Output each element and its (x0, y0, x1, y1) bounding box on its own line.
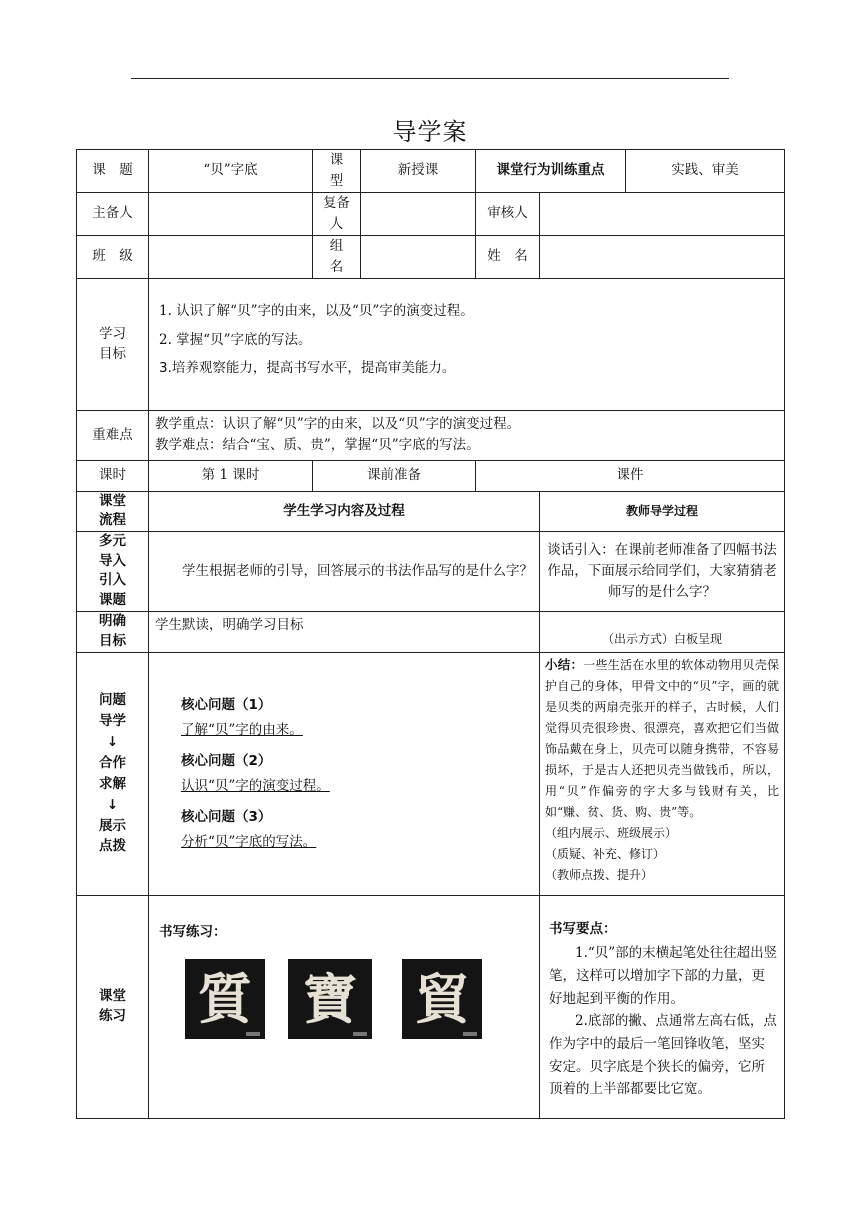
flow-label (77, 491, 149, 531)
seal-mark (246, 1032, 260, 1036)
focus-label: 课堂行为训练重点 (476, 150, 626, 193)
period-value: 第 1 课时 (149, 460, 313, 491)
intro-label (77, 531, 149, 611)
seal-mark (463, 1032, 477, 1036)
core-question-text: 认识“贝”字的演变过程。 (181, 777, 330, 794)
core-question-heading: 核心问题（2） (181, 752, 272, 769)
summary-cell (540, 652, 785, 895)
preparer-value (149, 192, 313, 235)
type-value: 新授课 (361, 150, 476, 193)
difficulty-content (149, 410, 785, 460)
calligraphy-sample-image (402, 959, 482, 1039)
inquiry-label-arrow: ↓ (106, 733, 119, 750)
goal-item: 1. 认识了解“贝”字的由来，以及“贝”字的演变过程。 (159, 302, 474, 319)
difficulty-label: 重难点 (77, 410, 149, 460)
objective-label-line: 目标 (99, 632, 126, 649)
intro-student: 学生根据老师的引导，回答展示的书法作品写的是什么字？ (149, 531, 540, 611)
focus-value: 实践、审美 (626, 150, 785, 193)
flow-label-line: 流程 (99, 512, 126, 529)
calligraphy-sample-image (185, 959, 265, 1039)
writing-point: 2.底部的撇、点通常左高右低，点作为字中的最后一笔回锋收笔，坚实安定。贝字底是个狭长的偏旁，它所顶着的上半部都要比它宽。 (549, 1013, 777, 1098)
core-question-text: 分析“贝”字底的写法。 (181, 833, 317, 850)
prep-label: 课前准备 (313, 460, 476, 491)
name-value (540, 235, 785, 278)
practice-heading: 书写练习： (159, 923, 227, 940)
inquiry-label-line: 求解 (99, 775, 126, 792)
preparer-label: 主备人 (77, 192, 149, 235)
header-rule (131, 78, 729, 79)
teaching-difficult-point: 教学难点：结合“宝、质、贵”，掌握“贝”字底的写法。 (155, 437, 480, 454)
inquiry-label (77, 652, 149, 895)
goal-item: 2. 掌握“贝”字底的写法。 (159, 331, 312, 348)
objective-label-line: 明确 (99, 613, 126, 630)
seal-mark (353, 1032, 367, 1036)
topic-label: 课 题 (77, 150, 149, 193)
calligraphy-character: 質 (198, 966, 252, 1031)
summary-label: 小结： (545, 656, 584, 672)
note-line: （质疑、补充、修订） (545, 846, 666, 861)
writing-point: 1.“贝”部的末横起笔处往往超出竖笔，这样可以增加字下部的力量，更好地起到平衡的作用。 (549, 945, 778, 1007)
inquiry-label-line: 展示 (99, 817, 126, 834)
note-line: （教师点拨、提升） (545, 867, 654, 882)
topic-value: “贝”字底 (149, 150, 313, 193)
writing-points (540, 895, 785, 1118)
calligraphy-character: 貿 (415, 966, 469, 1031)
goals-content (149, 278, 785, 410)
student-process-header: 学生学习内容及过程 (149, 491, 540, 531)
teacher-process-header: 教师导学过程 (540, 491, 785, 531)
flow-label-line: 课堂 (99, 492, 126, 509)
objective-student: 学生默读，明确学习目标 (149, 611, 540, 652)
intro-label-line: 导入 (99, 552, 126, 569)
core-question-heading: 核心问题（3） (181, 808, 272, 825)
name-label: 姓 名 (476, 235, 540, 278)
practice-content (149, 895, 540, 1118)
teaching-key-point: 教学重点：认识了解“贝”字的由来，以及“贝”字的演变过程。 (155, 416, 521, 433)
core-question-heading: 核心问题（1） (181, 696, 272, 713)
class-label: 班 级 (77, 235, 149, 278)
summary-text: 一些生活在水里的软体动物用贝壳保护自己的身体，甲骨文中的“贝”字，画的就是贝类的两扇壳张开的样子，古时候，人们觉得贝壳很珍贵、很漂亮，喜欢把它们当做饰品戴在身上，贝壳可以随身携带，不容易损坏，于是古人还把贝壳当做钱币，所以，用“贝”作偏旁的字大多与钱财有关，比如“赚、贫、货、购、贵”等。 (545, 657, 779, 819)
practice-label (77, 895, 149, 1118)
intro-label-line: 多元 (99, 533, 126, 550)
core-questions (149, 652, 540, 895)
practice-label-line: 练习 (99, 1007, 126, 1024)
inquiry-label-line: 点拨 (99, 838, 126, 855)
group-value (361, 235, 476, 278)
objective-teacher: （出示方式）白板呈现 (540, 611, 785, 652)
prep-value: 课件 (476, 460, 785, 491)
writing-points-heading: 书写要点： (549, 920, 617, 937)
period-label: 课时 (77, 460, 149, 491)
note-line: （组内展示、班级展示） (545, 825, 678, 840)
practice-label-line: 课堂 (99, 988, 126, 1005)
inquiry-label-line: 问题 (99, 691, 126, 708)
intro-teacher: 谈话引入：在课前老师准备了四幅书法作品，下面展示给同学们，大家猜猜老师写的是什么字？ (540, 531, 785, 611)
co-preparer-label: 复备人 (313, 192, 361, 235)
type-label: 课 型 (313, 150, 361, 193)
reviewer-label: 审核人 (476, 192, 540, 235)
objective-label (77, 611, 149, 652)
inquiry-label-arrow: ↓ (106, 796, 119, 813)
calligraphy-character: 寶 (303, 966, 357, 1031)
inquiry-label-line: 导学 (99, 712, 126, 729)
goals-label-line: 学习 (99, 325, 126, 342)
inquiry-label-line: 合作 (99, 754, 126, 771)
calligraphy-sample-image (288, 959, 372, 1039)
goals-label (77, 278, 149, 410)
core-question-text: 了解“贝”字的由来。 (181, 721, 303, 738)
reviewer-value (540, 192, 785, 235)
lesson-plan-table (76, 149, 785, 1119)
class-value (149, 235, 313, 278)
page-title: 导学案 (392, 118, 468, 146)
goals-label-line: 目标 (99, 346, 126, 363)
calligraphy-samples (159, 959, 539, 1039)
intro-label-line: 引入 (99, 572, 126, 589)
co-preparer-value (361, 192, 476, 235)
goal-item: 3.培养观察能力，提高书写水平，提高审美能力。 (159, 360, 456, 377)
group-label: 组 名 (313, 235, 361, 278)
intro-label-line: 课题 (99, 591, 126, 608)
